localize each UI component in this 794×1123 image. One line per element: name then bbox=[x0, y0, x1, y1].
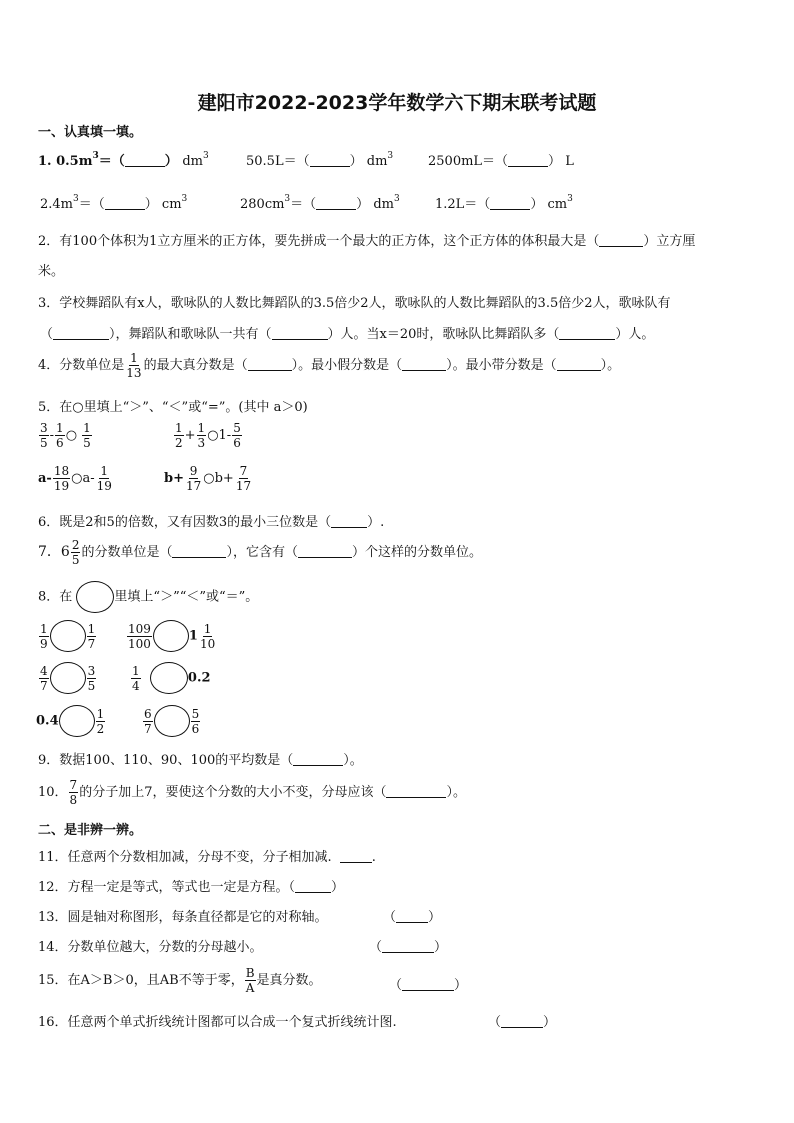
q15-blank[interactable] bbox=[402, 978, 454, 991]
q1-b-blank[interactable] bbox=[310, 154, 350, 167]
q1-b-close: ） bbox=[349, 154, 363, 169]
q2-blank[interactable] bbox=[599, 234, 643, 247]
q4-a: 4．分数单位是 bbox=[38, 358, 125, 373]
q1-d-sup: 3 bbox=[73, 194, 79, 204]
question-8: 8．在 里填上“＞”“＜”或“＝”。 bbox=[38, 581, 258, 613]
q1-d-close: ） bbox=[144, 197, 158, 212]
q5-row2-right: b+ $\frac{9}{17}$ ○b+ $\frac{7}{17}$ bbox=[164, 464, 252, 493]
q1-a-eq: ＝（ bbox=[98, 154, 125, 169]
q8-circle-6[interactable] bbox=[154, 705, 190, 737]
section-heading-1: 一、认真填一填。 bbox=[38, 125, 143, 140]
q1-c-close: ） bbox=[548, 154, 562, 169]
q12-blank[interactable] bbox=[295, 880, 331, 893]
q4-blank-1[interactable] bbox=[248, 358, 292, 371]
question-6: 6．既是2和5的倍数，又有因数3的最小三位数是（ ）. bbox=[38, 515, 385, 530]
q8-circle-3[interactable] bbox=[50, 662, 86, 694]
q8-circle-5[interactable] bbox=[59, 705, 95, 737]
q5-row1-left: $\frac{3}{5}$ - $\frac{1}{6}$ ○ $\frac{1}{5}$ bbox=[40, 421, 91, 450]
q1-f-close: ） bbox=[530, 197, 544, 212]
q1-c bbox=[428, 150, 574, 169]
q1-e-eq: ＝（ bbox=[290, 197, 317, 212]
q3-line2 bbox=[40, 323, 654, 342]
q4-fraction: $\frac{1}{13}$ bbox=[126, 351, 142, 380]
q1-c-unit: L bbox=[565, 154, 574, 169]
q2-line1-end: ）立方厘 bbox=[643, 234, 696, 249]
q2-line2: 米。 bbox=[38, 264, 65, 279]
q1-e bbox=[240, 193, 400, 212]
q3-blank-2[interactable] bbox=[272, 327, 328, 340]
q16-answer: （ ） bbox=[488, 1015, 557, 1030]
question-1 bbox=[38, 150, 209, 169]
question-2 bbox=[38, 230, 695, 249]
q7-blank-2[interactable] bbox=[298, 545, 352, 558]
q8-circle-2[interactable] bbox=[153, 620, 189, 652]
q1-e-value: 280cm bbox=[240, 197, 285, 212]
q15-answer: （ ） bbox=[389, 978, 468, 993]
q3-l2c: ）人。当x＝20时，歌咏队比舞蹈队多（ bbox=[327, 327, 560, 342]
q1-e-unit-sup: 3 bbox=[393, 194, 400, 204]
q4-b: 的最大真分数是（ bbox=[143, 358, 248, 373]
q3-blank-3[interactable] bbox=[559, 327, 615, 340]
q5-row2-left: a- $\frac{18}{19}$ ○a- $\frac{1}{19}$ bbox=[38, 464, 112, 493]
section-heading-2: 二、是非辨一辨。 bbox=[38, 823, 143, 838]
q13-answer: （ ） bbox=[383, 910, 442, 925]
question-14: 14．分数单位越大，分数的分母越小。 bbox=[38, 940, 263, 955]
q8-circle-sample bbox=[76, 581, 114, 613]
q5-circle-2[interactable]: ○1- bbox=[207, 428, 232, 443]
question-7: 7．6 $\frac{2}{5}$ 的分数单位是（ ），它含有（ ）个这样的分数单位。 bbox=[38, 538, 483, 567]
q14-blank[interactable] bbox=[382, 940, 434, 953]
q8-row3-right: $\frac{6}{7}$ $\frac{5}{6}$ bbox=[144, 706, 200, 736]
q1-b-unit: dm bbox=[366, 154, 388, 169]
question-15: 15．在A＞B＞0，且AB不等于零， $\frac{B}{A}$ 是真分数。 bbox=[38, 966, 322, 995]
q1-a-value: 0.5m bbox=[56, 154, 93, 169]
question-13: 13．圆是轴对称图形，每条直径都是它的对称轴。 bbox=[38, 910, 328, 925]
q1-c-text: 2500mL＝（ bbox=[428, 154, 509, 169]
question-10: 10． $\frac{7}{8}$ 的分子加上7，要使这个分数的大小不变，分母应该（ ）。 bbox=[38, 778, 466, 807]
q8-circle-4[interactable] bbox=[150, 662, 188, 694]
q3-l2a: （ bbox=[40, 327, 54, 342]
q1-e-blank[interactable] bbox=[316, 197, 356, 210]
q1-number: 1. bbox=[38, 154, 52, 169]
q1-a-close: ） bbox=[164, 154, 178, 169]
q4-blank-2[interactable] bbox=[402, 358, 446, 371]
q4-e: ）。 bbox=[600, 358, 621, 373]
q4-d: ）。最小带分数是（ bbox=[446, 358, 557, 373]
q8-row3-left: 0.4 $\frac{1}{2}$ bbox=[36, 706, 105, 736]
question-3: 3．学校舞蹈队有x人，歌咏队的人数比舞蹈队的3.5倍少2人，歌咏队的人数比舞蹈队的3.5倍少2人，歌咏队有 bbox=[38, 296, 671, 311]
q13-blank[interactable] bbox=[396, 910, 428, 923]
q1-f-text: 1.2L＝（ bbox=[435, 197, 491, 212]
question-4 bbox=[38, 351, 620, 380]
q2-line1: 2．有100个体积为1立方厘米的正方体，要先拼成一个最大的正方体，这个正方体的体积最大是（ bbox=[38, 234, 600, 249]
question-9: 9．数据100、110、90、100的平均数是（ ）。 bbox=[38, 753, 363, 768]
q1-f-unit-sup: 3 bbox=[567, 194, 573, 204]
q3-l2d: ）人。 bbox=[615, 327, 655, 342]
question-5: 5．在○里填上“＞”、“＜”或“=”。(其中 a＞0) bbox=[38, 400, 308, 415]
q1-c-blank[interactable] bbox=[508, 154, 548, 167]
q8-row2-right: $\frac{1}{4}$ 0.2 bbox=[132, 663, 211, 693]
q14-answer: （ ） bbox=[369, 940, 448, 955]
q1-b bbox=[246, 150, 393, 169]
question-16: 16．任意两个单式折线统计图都可以合成一个复式折线统计图. bbox=[38, 1015, 397, 1030]
q1-d-value: 2.4m bbox=[40, 197, 74, 212]
q6-blank[interactable] bbox=[331, 515, 367, 528]
q1-f-blank[interactable] bbox=[490, 197, 530, 210]
q1-b-unit-sup: 3 bbox=[387, 151, 394, 161]
q1-e-close: ） bbox=[356, 197, 370, 212]
q8-row1-right: $\frac{109}{100}$ 1 $\frac{1}{10}$ bbox=[128, 621, 216, 651]
q1-d-unit-sup: 3 bbox=[181, 194, 188, 204]
q11-blank[interactable] bbox=[340, 850, 372, 863]
page-title: 建阳市2022-2023学年数学六下期末联考试题 bbox=[197, 92, 597, 114]
q1-f-unit: cm bbox=[547, 197, 568, 212]
q5-circle-1[interactable]: ○ bbox=[65, 428, 78, 443]
q1-b-text: 50.5L＝（ bbox=[246, 154, 310, 169]
q1-d-eq: ＝（ bbox=[78, 197, 105, 212]
q10-blank[interactable] bbox=[386, 785, 446, 798]
q7-blank-1[interactable] bbox=[172, 545, 226, 558]
q5-circle-4[interactable]: ○b+ bbox=[203, 471, 234, 486]
question-12: 12．方程一定是等式，等式也一定是方程。（ ） bbox=[38, 880, 345, 895]
q5-row1-right: $\frac{1}{2}$ + $\frac{1}{3}$ ○1- $\frac{5}{6}$ bbox=[175, 421, 241, 450]
q3-l2b: ），舞蹈队和歌咏队一共有（ bbox=[109, 327, 272, 342]
q4-c: ）。最小假分数是（ bbox=[291, 358, 403, 373]
q1-a-sup: 3 bbox=[92, 151, 99, 161]
q1-e-unit: dm bbox=[373, 197, 394, 212]
q4-blank-3[interactable] bbox=[557, 358, 601, 371]
q1-a-unit-sup: 3 bbox=[202, 151, 209, 161]
q9-blank[interactable] bbox=[293, 753, 343, 766]
q1-e-sup: 3 bbox=[284, 194, 291, 204]
q1-a-blank[interactable] bbox=[125, 154, 165, 167]
q8-row2-left: $\frac{4}{7}$ $\frac{3}{5}$ bbox=[40, 663, 96, 693]
q1-a-unit: dm bbox=[182, 154, 203, 169]
q1-d bbox=[40, 193, 187, 212]
q1-f bbox=[435, 193, 573, 212]
q8-circle-1[interactable] bbox=[50, 620, 86, 652]
q1-d-blank[interactable] bbox=[105, 197, 145, 210]
q5-circle-3[interactable]: ○a- bbox=[71, 471, 95, 486]
q16-blank[interactable] bbox=[501, 1015, 543, 1028]
q8-row1-left: $\frac{1}{9}$ $\frac{1}{7}$ bbox=[40, 621, 96, 651]
q3-blank-1[interactable] bbox=[53, 327, 109, 340]
q1-d-unit: cm bbox=[161, 197, 182, 212]
question-11: 11．任意两个分数相加减，分母不变，分子相加减. . bbox=[38, 850, 376, 865]
